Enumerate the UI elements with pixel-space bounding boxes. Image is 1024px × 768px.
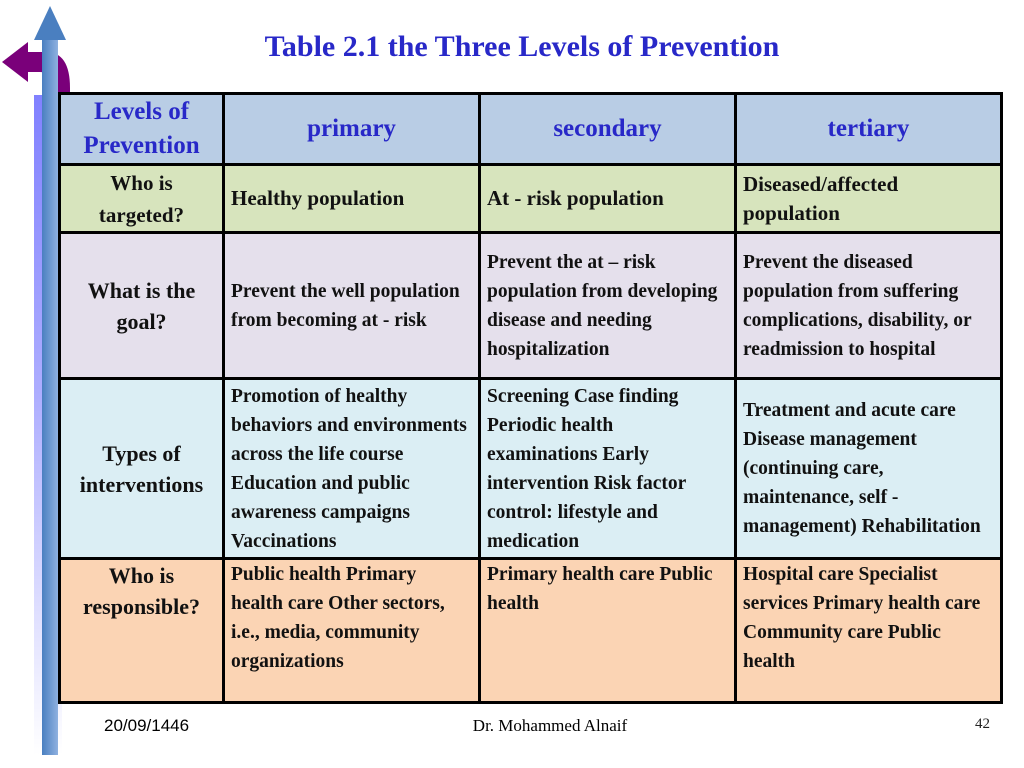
cell-tertiary-targeted: Diseased/affected population	[736, 165, 1002, 232]
cell-tertiary-interventions: Treatment and acute care Disease management (continuing care, maintenance, self - management) Rehabilitation	[736, 379, 1002, 559]
header-primary: primary	[224, 94, 480, 165]
row-label-responsible: Who is responsible?	[60, 559, 224, 703]
footer-date: 20/09/1446	[104, 716, 190, 735]
cell-tertiary-responsible: Hospital care Specialist services Primary health care Community care Public health	[736, 559, 1002, 703]
cell-secondary-responsible: Primary health care Public health	[480, 559, 736, 703]
slide-title: Table 2.1 the Three Levels of Prevention	[264, 30, 780, 63]
table-row	[60, 232, 1002, 379]
page-number: 42	[975, 716, 990, 732]
prevention-levels-table	[58, 92, 1003, 704]
table-row	[60, 379, 1002, 559]
cell-tertiary-goal: Prevent the diseased population from suffering complications, disability, or readmission to hospital	[736, 232, 1002, 379]
footer-author: Dr. Mohammed Alnaif	[472, 716, 628, 735]
cell-secondary-interventions: Screening Case finding Periodic health examinations Early intervention Risk factor control: lifestyle and medication	[480, 379, 736, 559]
table-row	[60, 165, 1002, 232]
cell-primary-targeted: Healthy population	[224, 165, 480, 232]
row-label-interventions: Types of interventions	[60, 379, 224, 559]
row-label-targeted: Who is targeted?	[60, 165, 224, 232]
table-header-row	[60, 94, 1002, 165]
row-label-goal: What is the goal?	[60, 232, 224, 379]
cell-primary-interventions: Promotion of healthy behaviors and environments across the life course Education and public awareness campaigns Vaccinations	[224, 379, 480, 559]
cell-secondary-targeted: At - risk population	[480, 165, 736, 232]
header-levels-of-prevention: Levels of Prevention	[60, 94, 224, 165]
cell-primary-goal: Prevent the well population from becoming at - risk	[224, 232, 480, 379]
table-row	[60, 559, 1002, 703]
header-secondary: secondary	[480, 94, 736, 165]
header-tertiary: tertiary	[736, 94, 1002, 165]
cell-secondary-goal: Prevent the at – risk population from developing disease and needing hospitalization	[480, 232, 736, 379]
cell-primary-responsible: Public health Primary health care Other sectors, i.e., media, community organizations	[224, 559, 480, 703]
